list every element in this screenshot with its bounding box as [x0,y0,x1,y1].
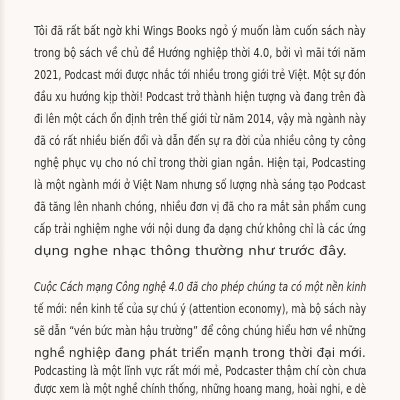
text-line: được xem là một nghề chính thống, những hoang mang, hoài nghi, e dè [34,382,367,396]
text-line: nghệ phục vụ cho nó chỉ trong thời gian ngắn. Hiện tại, Podcasting [34,156,366,170]
text-line: Podcasting là một lĩnh vực rất mới mẻ, Podcaster thậm chí còn chưa [34,364,367,378]
text-line: đi lên một cách ổn định trên thế giới từ năm 2014, vậy mà ngành này [34,112,366,126]
text-line: tế mới: nền kinh tế của sự chú ý (attention economy), mà bộ sách này [34,302,367,316]
text-line: trong bộ sách về chủ đề Hướng nghiệp thời 4.0, bởi vì mãi tới năm [34,46,366,60]
text-line: Cuộc Cách mạng Công nghệ 4.0 đã cho phép chúng ta có một nền kinh [34,280,367,294]
text-line: dụng nghe nhạc thông thường như trước đây. [34,244,347,258]
text-line: sẽ dẫn “vén bức màn hậu trường” để công chúng hiểu hơn về những [34,324,366,338]
text-line: cấp trải nghiệm nghe với nội dung đa dạng chứ không chỉ là các ứng [34,222,366,236]
text-line: 2021, Podcast mới được nhắc tới nhiều trong giới trẻ Việt. Một sự đón [34,68,366,82]
text-line: là một ngành mới ở Việt Nam nhưng số lượng nhà sáng tạo Podcast [34,178,366,192]
text-line: đã có rất nhiều biến đổi và dẫn đến sự ra đời của nhiều công ty công [34,134,366,148]
text-line: Tôi đã rất bất ngờ khi Wings Books ngỏ ý muốn làm cuốn sách này [34,24,366,38]
text-line: đầu xu hướng kịp thời! Podcast trở thành hiện tượng và đang trên đà [34,90,366,104]
text-line: đã tăng lên nhanh chóng, nhiều đơn vị đã cho ra mắt sản phẩm cung [34,200,367,214]
text-line: nghề nghiệp đang phát triển mạnh trong thời đại mới. [34,346,366,360]
